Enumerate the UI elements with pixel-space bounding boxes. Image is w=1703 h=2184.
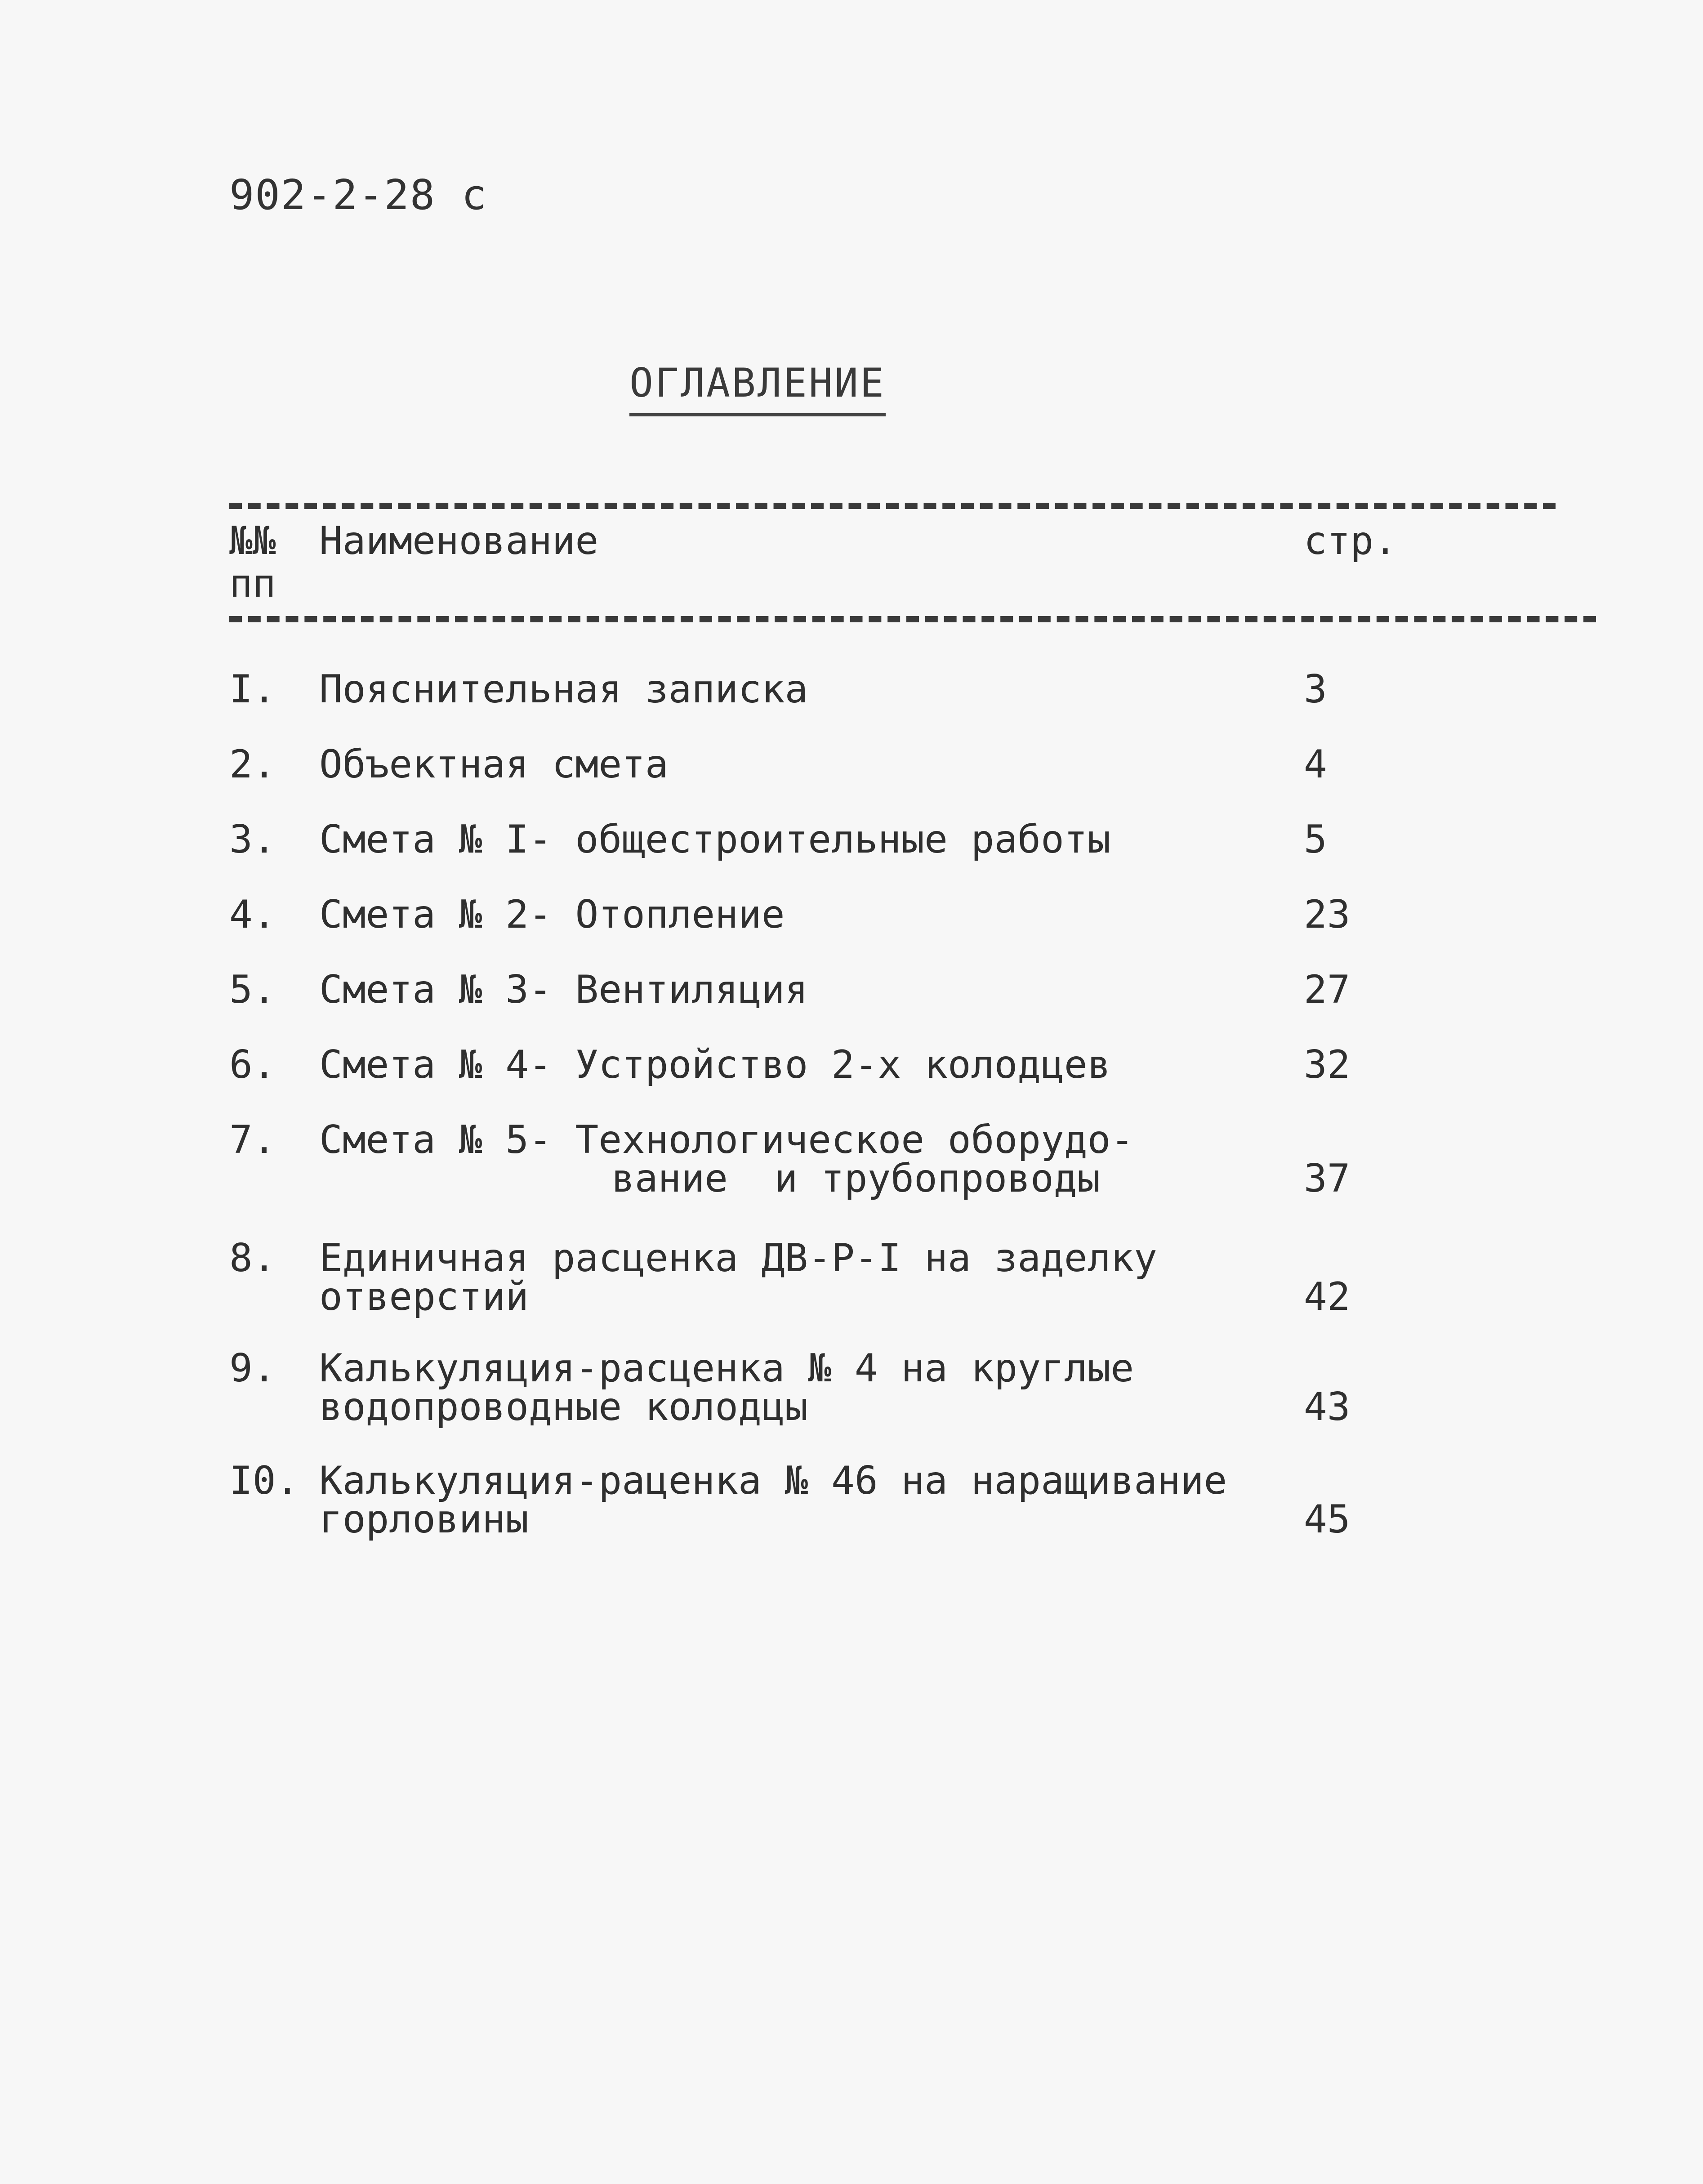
entry-page: 37 <box>1304 1156 1351 1201</box>
entry-page: 43 <box>1304 1385 1351 1429</box>
column-header-number-sub: пп <box>229 561 276 606</box>
entry-number: 9. <box>229 1346 276 1391</box>
entry-name-continuation: водопроводные колодцы <box>319 1385 808 1429</box>
entry-name: Калькуляция-расценка № 4 на круглые <box>319 1346 1134 1391</box>
header-bottom-divider <box>229 616 1596 622</box>
entry-name-continuation: отверстий <box>319 1274 529 1319</box>
column-header-page: стр. <box>1304 518 1397 563</box>
entry-page: 5 <box>1304 817 1327 862</box>
entry-page: 3 <box>1304 667 1327 712</box>
entry-page: 45 <box>1304 1497 1351 1542</box>
entry-number: I0. <box>229 1458 299 1503</box>
entry-number: 3. <box>229 817 276 862</box>
entry-number: 7. <box>229 1117 276 1162</box>
entry-name: Калькуляция-раценка № 46 на наращивание <box>319 1458 1227 1503</box>
column-header-number: №№ <box>229 518 276 563</box>
entry-name: Объектная смета <box>319 742 669 787</box>
page-title: ОГЛАВЛЕНИЕ <box>629 360 886 416</box>
entry-number: 4. <box>229 892 276 937</box>
entry-number: 2. <box>229 742 276 787</box>
header-top-divider <box>229 503 1556 509</box>
entry-page: 4 <box>1304 742 1327 787</box>
entry-page: 32 <box>1304 1042 1351 1087</box>
entry-name: Пояснительная записка <box>319 667 808 712</box>
entry-name: Смета № 2- Отопление <box>319 892 785 937</box>
entry-number: I. <box>229 667 276 712</box>
entry-name-continuation: горловины <box>319 1497 529 1542</box>
entry-name: Смета № I- общестроительные работы <box>319 817 1111 862</box>
entry-name: Единичная расценка ДВ-Р-I на заделку <box>319 1236 1157 1281</box>
column-header-name: Наименование <box>319 518 599 563</box>
document-code: 902-2-28 с <box>229 171 487 219</box>
entry-number: 5. <box>229 967 276 1012</box>
entry-page: 27 <box>1304 967 1351 1012</box>
entry-name: Смета № 5- Технологическое оборудо- <box>319 1117 1134 1162</box>
entry-name-continuation: вание и трубопроводы <box>611 1156 1101 1201</box>
entry-name: Смета № 4- Устройство 2-х колодцев <box>319 1042 1111 1087</box>
entry-page: 42 <box>1304 1274 1351 1319</box>
entry-number: 6. <box>229 1042 276 1087</box>
entry-page: 23 <box>1304 892 1351 937</box>
entry-number: 8. <box>229 1236 276 1281</box>
entry-name: Смета № 3- Вентиляция <box>319 967 808 1012</box>
